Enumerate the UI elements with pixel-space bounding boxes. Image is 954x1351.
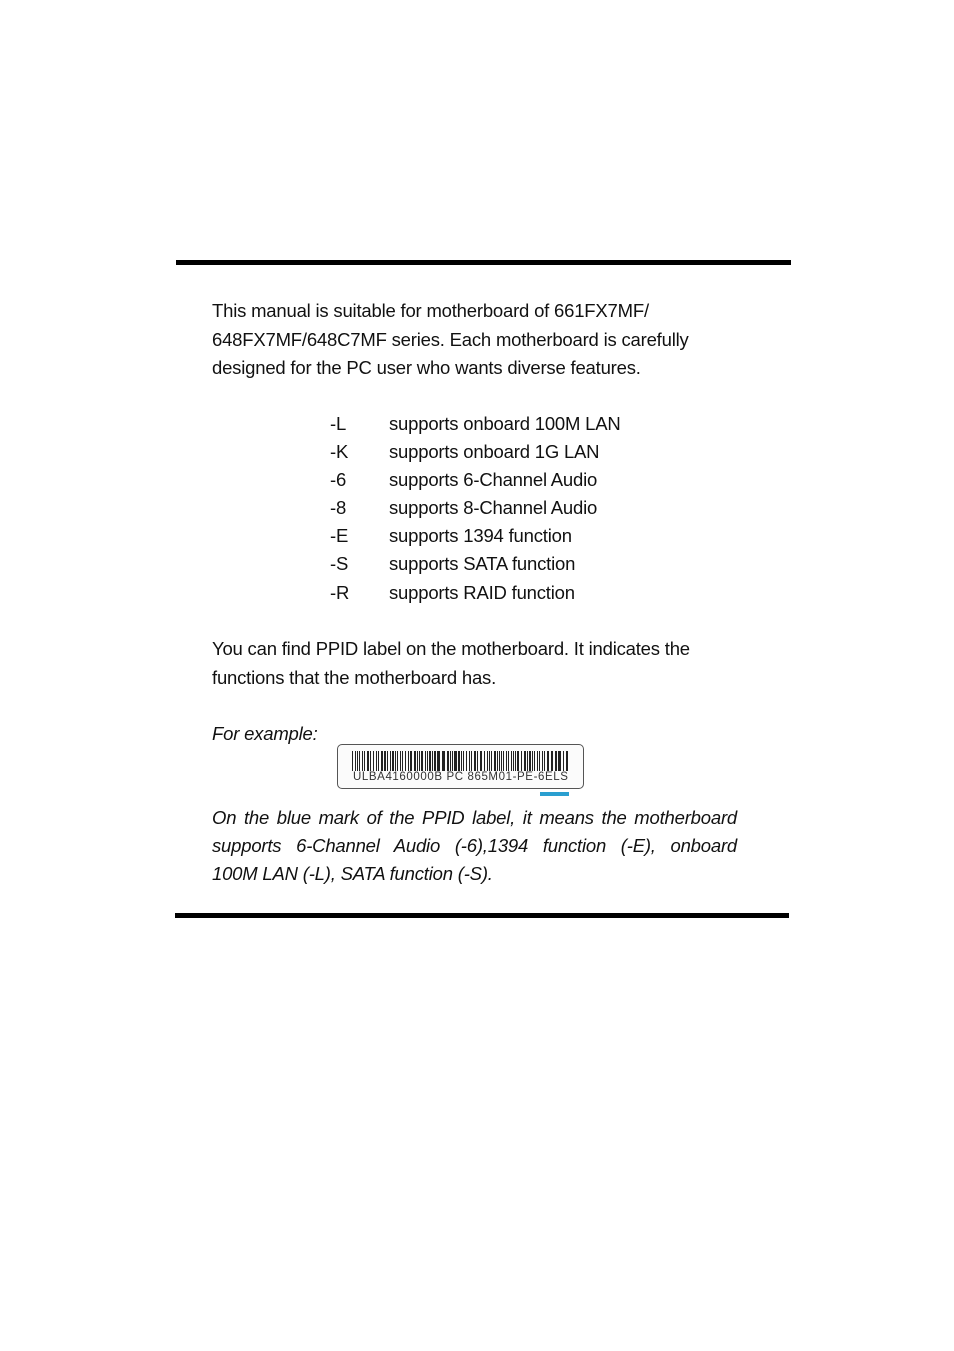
feature-item xyxy=(330,410,621,438)
note-line: 100M LAN (-L), SATA function (-S). xyxy=(212,863,493,885)
feature-description: supports RAID function xyxy=(389,581,575,603)
feature-description: supports SATA function xyxy=(389,553,576,575)
intro-paragraph xyxy=(212,297,752,383)
ppid-code-text: ULBA4160000B PC 865M01-PE-6ELS xyxy=(353,771,569,783)
feature-item xyxy=(330,550,621,578)
feature-item xyxy=(330,438,621,466)
feature-description: supports onboard 100M LAN xyxy=(389,413,621,434)
intro-line: This manual is suitable for motherboard of 661FX7MF/ xyxy=(212,300,649,321)
note-line: supports 6-Channel Audio (-6),1394 function (-E), onboard xyxy=(212,835,737,857)
feature-item xyxy=(330,466,621,494)
feature-description: supports onboard 1G LAN xyxy=(389,441,600,463)
feature-description: supports 6-Channel Audio xyxy=(389,469,598,491)
feature-description: supports 8-Channel Audio xyxy=(389,497,598,519)
feature-item xyxy=(330,579,621,607)
note-line: On the blue mark of the PPID label, it means the motherboard xyxy=(212,807,737,828)
ppid-paragraph xyxy=(212,635,752,692)
bottom-divider xyxy=(175,913,789,918)
feature-code: -8 xyxy=(330,497,347,519)
feature-code: -E xyxy=(330,525,349,547)
feature-code: -K xyxy=(330,441,349,463)
feature-description: supports 1394 function xyxy=(389,525,572,547)
feature-suffix-list xyxy=(330,410,621,607)
blue-mark xyxy=(540,792,569,796)
feature-code: -6 xyxy=(330,469,347,491)
intro-line: designed for the PC user who wants diverse features. xyxy=(212,357,641,378)
ppid-line: functions that the motherboard has. xyxy=(212,666,497,688)
intro-line: 648FX7MF/648C7MF series. Each motherboard is carefully xyxy=(212,328,689,350)
feature-code: -S xyxy=(330,553,349,575)
example-label: For example: xyxy=(212,723,318,744)
note-paragraph xyxy=(212,804,737,889)
top-divider xyxy=(176,260,791,265)
barcode-icon xyxy=(352,751,568,771)
ppid-label-image xyxy=(337,744,584,789)
feature-item xyxy=(330,522,621,550)
feature-code: -R xyxy=(330,581,350,603)
ppid-line: You can find PPID label on the motherboard. It indicates the xyxy=(212,638,690,659)
feature-item xyxy=(330,494,621,522)
feature-code: -L xyxy=(330,413,347,434)
